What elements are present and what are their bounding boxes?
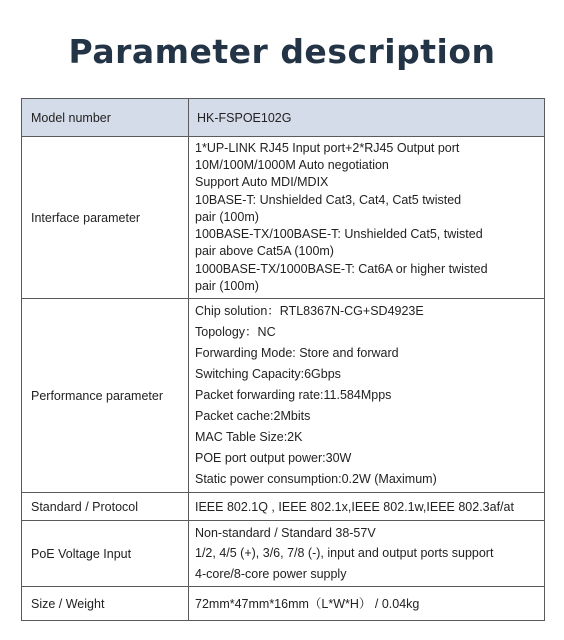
value-line: Topology：NC — [195, 325, 276, 339]
value-line: IEEE 802.1Q , IEEE 802.1x,IEEE 802.1w,IEEE 802.3af/at — [195, 499, 514, 514]
table-row-size-weight — [22, 587, 545, 621]
row-label: PoE Voltage Input — [22, 521, 189, 587]
value-line: 100BASE-TX/100BASE-T: Unshielded Cat5, twisted — [195, 227, 483, 242]
table-row-performance-parameter — [22, 299, 545, 493]
row-label: Model number — [22, 99, 189, 137]
table-row-poe-voltage-input — [22, 521, 545, 587]
table-row-standard-protocol — [22, 493, 545, 521]
row-value — [189, 137, 545, 299]
row-label: Standard / Protocol — [22, 493, 189, 521]
value-line: 4-core/8-core power supply — [195, 566, 347, 581]
table-row-interface-parameter — [22, 137, 545, 299]
table-row-model-number — [22, 99, 545, 137]
value-line: 1/2, 4/5 (+), 3/6, 7/8 (-), input and output ports support — [195, 546, 494, 561]
value-line: Support Auto MDI/MDIX — [195, 175, 329, 190]
value-line: Packet cache:2Mbits — [195, 409, 311, 423]
row-value — [189, 99, 545, 137]
row-value — [189, 493, 545, 521]
value-line: Non-standard / Standard 38-57V — [195, 525, 376, 540]
value-line: pair (100m) — [195, 209, 259, 224]
value-line: Switching Capacity:6Gbps — [195, 367, 341, 381]
value-line: 72mm*47mm*16mm（L*W*H） / 0.04kg — [195, 596, 420, 611]
row-value — [189, 521, 545, 587]
value-line: HK-FSPOE102G — [197, 110, 292, 125]
row-label: Interface parameter — [22, 137, 189, 299]
value-line: Forwarding Mode: Store and forward — [195, 346, 399, 360]
page-title: Parameter description — [68, 32, 496, 71]
value-line: Chip solution：RTL8367N-CG+SD4923E — [195, 304, 424, 318]
row-label: Size / Weight — [22, 587, 189, 621]
value-line: 10BASE-T: Unshielded Cat3, Cat4, Cat5 twisted — [195, 192, 462, 207]
value-line: pair (100m) — [195, 278, 259, 293]
value-line: Packet forwarding rate:11.584Mpps — [195, 388, 392, 402]
row-label: Performance parameter — [22, 299, 189, 493]
value-line: MAC Table Size:2K — [195, 430, 303, 444]
value-line: POE port output power:30W — [195, 451, 352, 465]
value-line: 1*UP-LINK RJ45 Input port+2*RJ45 Output port — [195, 141, 460, 156]
value-line: Static power consumption:0.2W (Maximum) — [195, 472, 437, 486]
value-line: 10M/100M/1000M Auto negotiation — [195, 158, 389, 173]
row-value — [189, 299, 545, 493]
value-line: 1000BASE-TX/1000BASE-T: Cat6A or higher twisted — [195, 261, 488, 276]
row-value — [189, 587, 545, 621]
parameter-table — [21, 98, 545, 621]
value-line: pair above Cat5A (100m) — [195, 244, 334, 259]
